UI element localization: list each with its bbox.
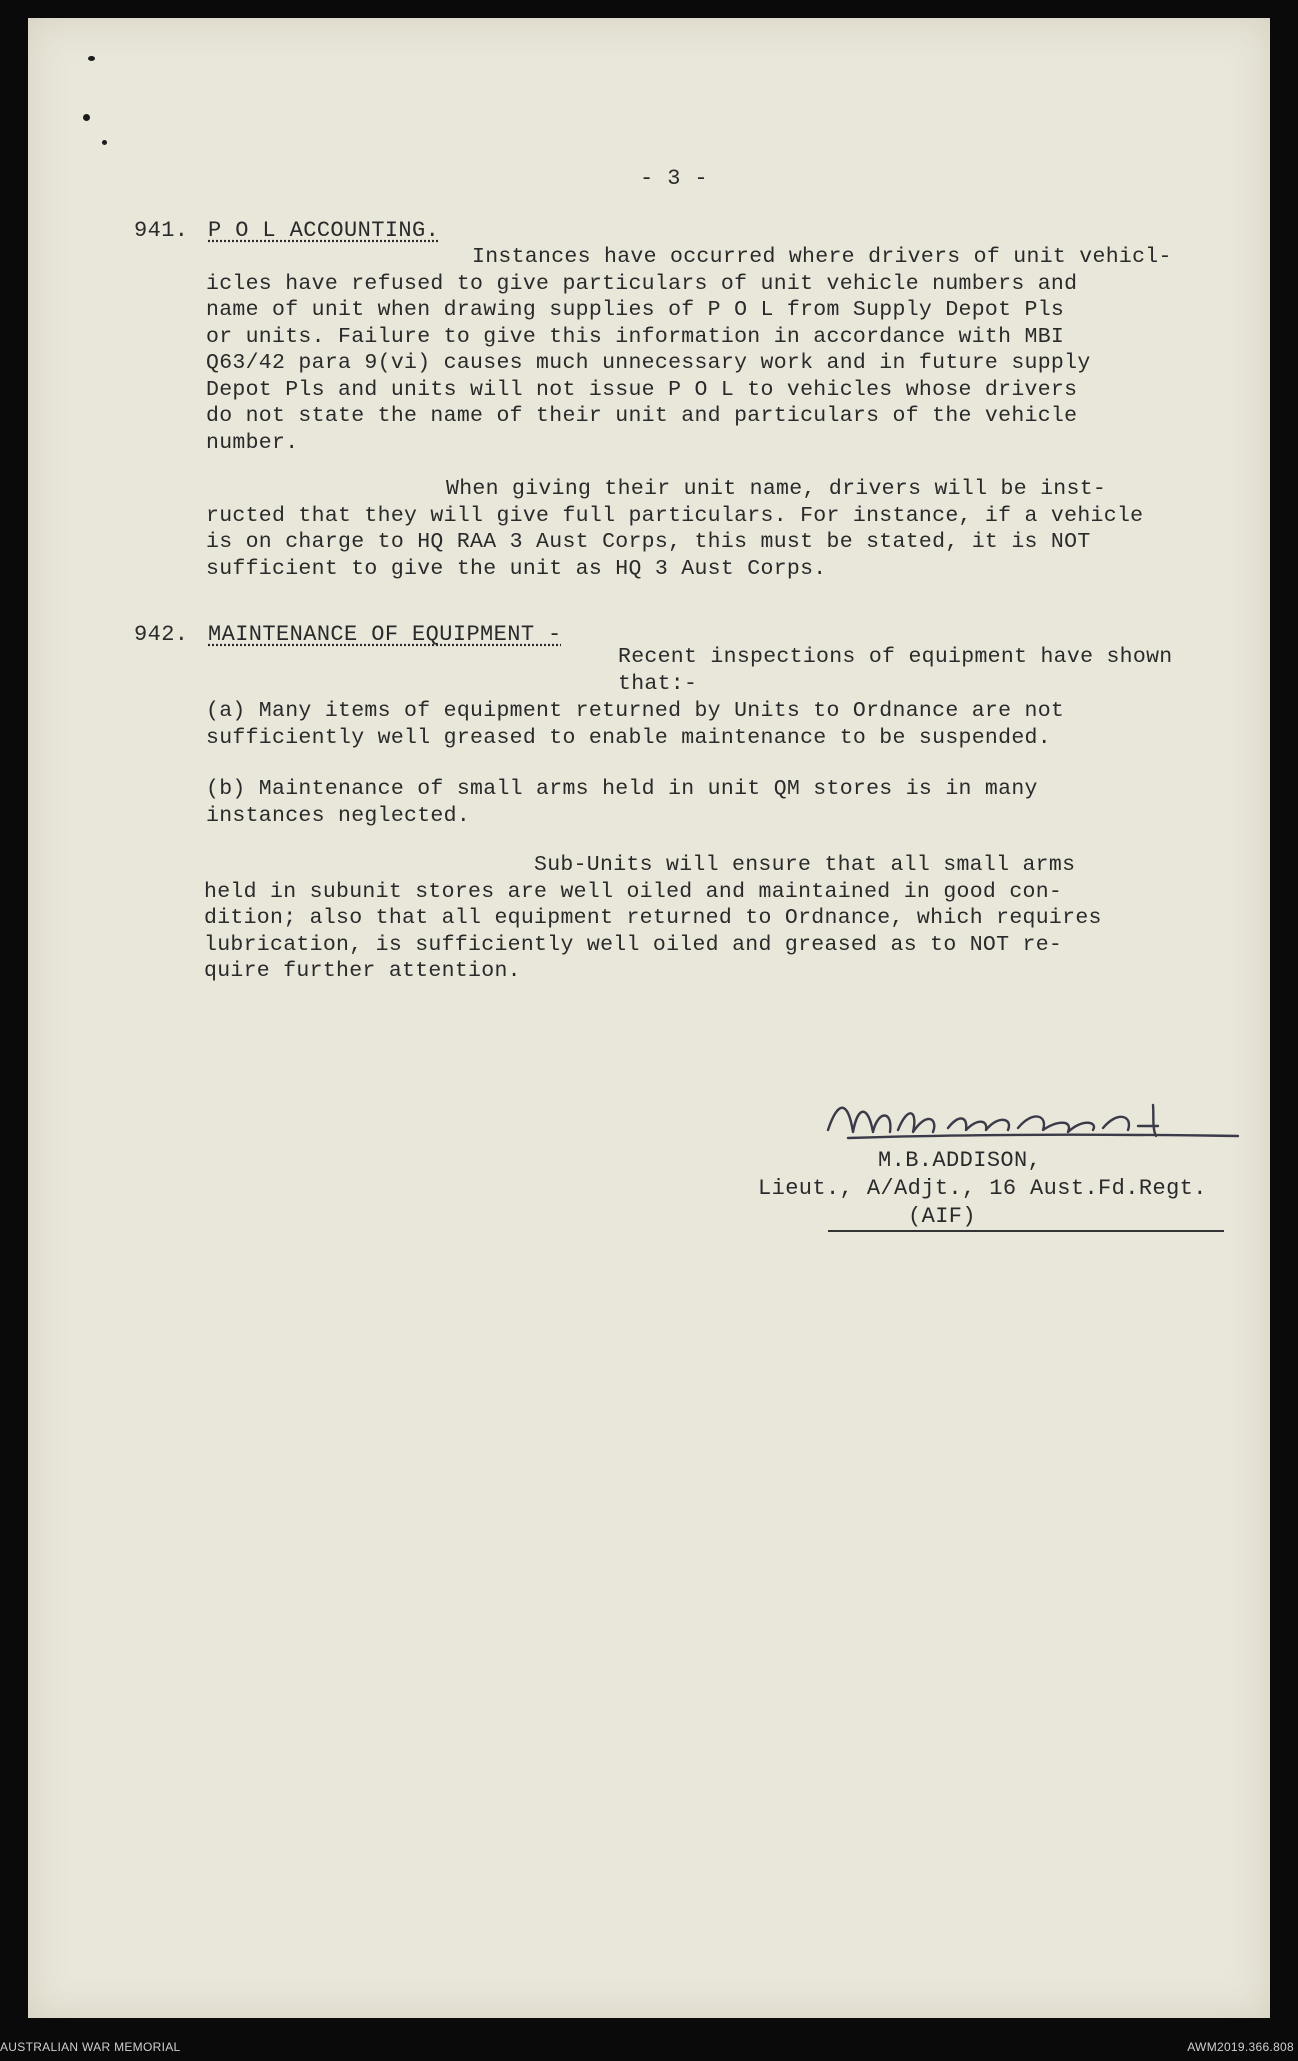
paragraph-line: icles have refused to give particulars of unit vehicle numbers and [206,271,1078,296]
page-number: - 3 - [640,166,709,191]
paragraph-line: name of unit when drawing supplies of P O L from Supply Depot Pls [206,298,1065,322]
section-title: MAINTENANCE OF EQUIPMENT - [208,622,562,647]
paragraph-line: sufficient to give the unit as HQ 3 Aust Corps. [206,556,827,581]
paragraph-line: that:- [618,671,698,696]
signature-rule [828,1230,1224,1232]
paragraph-line: Instances have occurred where drivers of unit vehicl- [472,245,1172,269]
section-paragraph [206,476,1143,582]
footer-left: AUSTRALIAN WAR MEMORIAL [0,2040,181,2054]
section-number: 942. [134,622,189,647]
paragraph-line: ructed that they will give full particulars. For instance, if a vehicle [206,503,1144,528]
list-item [206,776,1038,829]
footer-right: AWM2019.366.808 [1187,2040,1294,2054]
handwritten-signature [818,1090,1248,1150]
list-item [206,698,1064,751]
paragraph-line: instances neglected. [206,803,471,828]
paragraph-line: do not state the name of their unit and particulars of the vehicle [206,404,1078,428]
paragraph-line: Q63/42 para 9(vi) causes much unnecessary work and in future supply [206,351,1091,375]
signatory-rank: Lieut., A/Adjt., 16 Aust.Fd.Regt. [758,1176,1207,1201]
paragraph-line: held in subunit stores are well oiled and maintained in good con- [204,879,1063,904]
section-number: 941. [134,218,189,243]
paragraph-line: Depot Pls and units will not issue P O L to vehicles whose drivers [206,377,1078,402]
paragraph-line: (b) Maintenance of small arms held in unit QM stores is in many [206,777,1038,801]
paragraph-line: or units. Failure to give this information in accordance with MBI [206,324,1065,349]
signatory-unit: (AIF) [908,1204,977,1229]
paragraph-line: lubrication, is sufficiently well oiled and greased as to NOT re- [204,932,1063,957]
paragraph-line: dition; also that all equipment returned to Ordnance, which requires [204,906,1102,930]
paragraph-line: Recent inspections of equipment have shown [618,645,1173,669]
section-paragraph [206,244,1172,456]
paragraph-line: When giving their unit name, drivers will be inst- [446,477,1107,501]
paragraph-line: number. [206,430,299,455]
paragraph-line: Sub-Units will ensure that all small arms [534,853,1076,877]
punch-mark [83,114,90,121]
paragraph-line: sufficiently well greased to enable maintenance to be suspended. [206,725,1051,750]
section-intro [618,644,1173,697]
signatory-name: M.B.ADDISON, [878,1148,1042,1173]
paragraph-line: (a) Many items of equipment returned by Units to Ordnance are not [206,699,1065,723]
paragraph-line: is on charge to HQ RAA 3 Aust Corps, this must be stated, it is NOT [206,530,1091,554]
punch-mark [88,56,95,61]
punch-mark [102,140,107,145]
paragraph-line: quire further attention. [204,959,521,983]
section-paragraph [204,852,1102,985]
document-page [28,18,1270,2018]
section-title: P O L ACCOUNTING. [208,218,440,243]
